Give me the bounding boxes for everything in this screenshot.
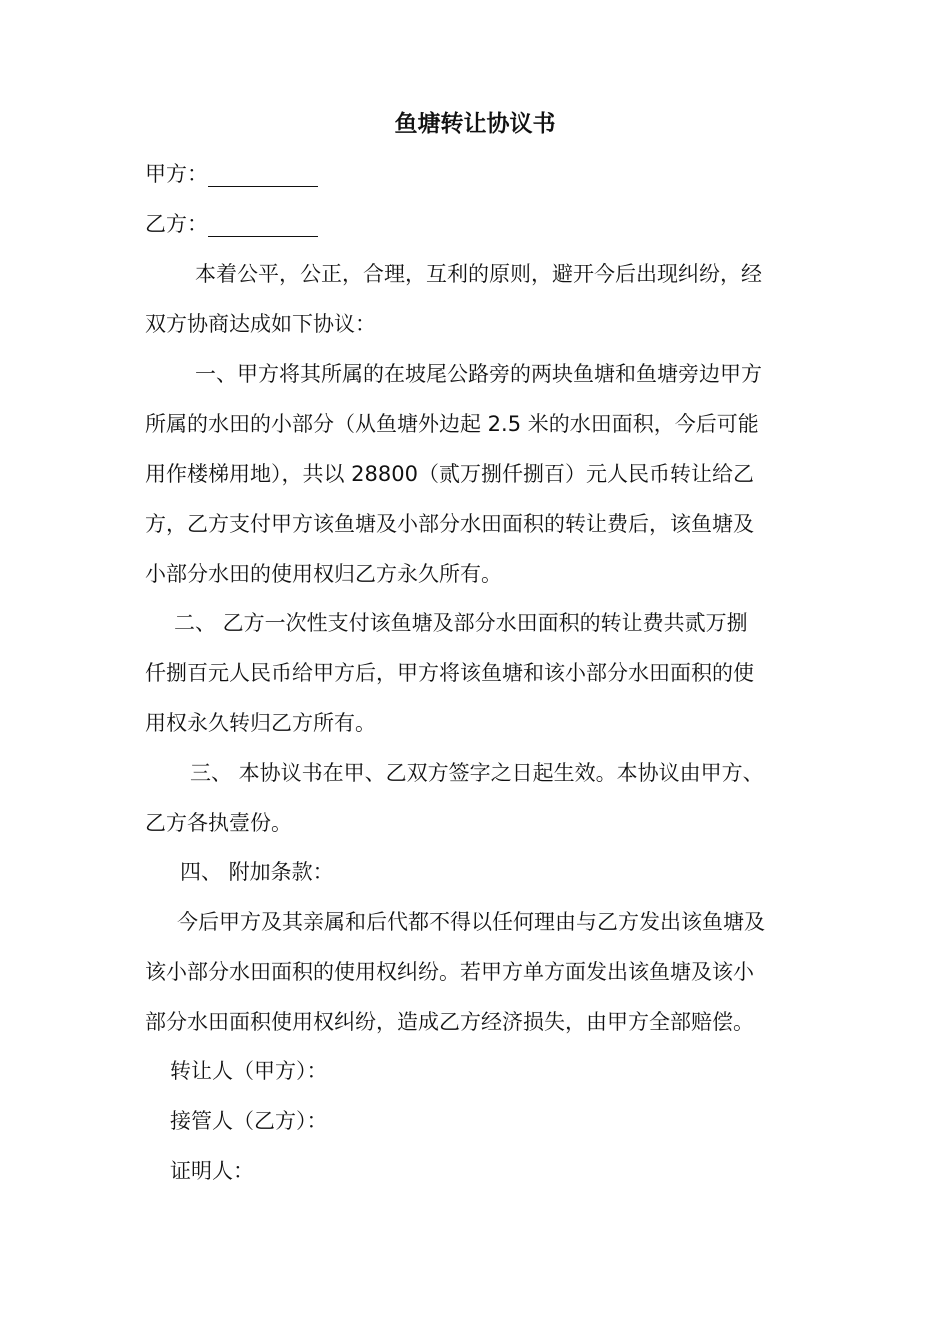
- clause-3-line-2: 乙方各执壹份。: [145, 811, 292, 835]
- clause-4-line-2: 该小部分水田面积的使用权纠纷。若甲方单方面发出该鱼塘及该小: [145, 960, 754, 984]
- clause-2-line-1: 二、 乙方一次性支付该鱼塘及部分水田面积的转让费共贰万捌: [174, 611, 748, 635]
- party-b-label: 乙方：: [145, 212, 208, 236]
- signature-witness: 证明人：: [170, 1159, 254, 1183]
- document-title: 鱼塘转让协议书: [394, 111, 556, 137]
- party-a-line: [145, 159, 318, 189]
- clause-1-line-5: 小部分水田的使用权归乙方永久所有。: [145, 562, 502, 586]
- clause-1-line-4: 方，乙方支付甲方该鱼塘及小部分水田面积的转让费后，该鱼塘及: [145, 512, 754, 536]
- signature-transferee: 接管人（乙方）：: [170, 1109, 328, 1133]
- preamble-line-1: 本着公平，公正，合理，互利的原则，避开今后出现纠纷，经: [195, 262, 762, 286]
- clause-1-line-1: 一、甲方将其所属的在坡尾公路旁的两块鱼塘和鱼塘旁边甲方: [195, 362, 762, 386]
- party-b-line: [145, 209, 318, 239]
- clause-3-line-1: 三、 本协议书在甲、乙双方签字之日起生效。本协议由甲方、: [190, 761, 764, 785]
- party-a-blank: [208, 164, 318, 187]
- preamble-line-2: 双方协商达成如下协议：: [145, 312, 376, 336]
- party-a-label: 甲方：: [145, 162, 208, 186]
- clause-1-line-2: 所属的水田的小部分（从鱼塘外边起 2.5 米的水田面积，今后可能: [145, 412, 759, 436]
- clause-4-heading: 四、 附加条款：: [180, 860, 334, 884]
- clause-4-line-3: 部分水田面积使用权纠纷，造成乙方经济损失，由甲方全部赔偿。: [145, 1010, 754, 1034]
- clause-1-line-3: 用作楼梯用地），共以 28800（贰万捌仟捌百）元人民币转让给乙: [145, 462, 754, 486]
- signature-transferor: 转让人（甲方）：: [170, 1059, 328, 1083]
- clause-4-line-1: 今后甲方及其亲属和后代都不得以任何理由与乙方发出该鱼塘及: [177, 910, 765, 934]
- clause-2-line-2: 仟捌百元人民币给甲方后，甲方将该鱼塘和该小部分水田面积的使: [145, 661, 754, 685]
- party-b-blank: [208, 214, 318, 237]
- clause-2-line-3: 用权永久转归乙方所有。: [145, 711, 376, 735]
